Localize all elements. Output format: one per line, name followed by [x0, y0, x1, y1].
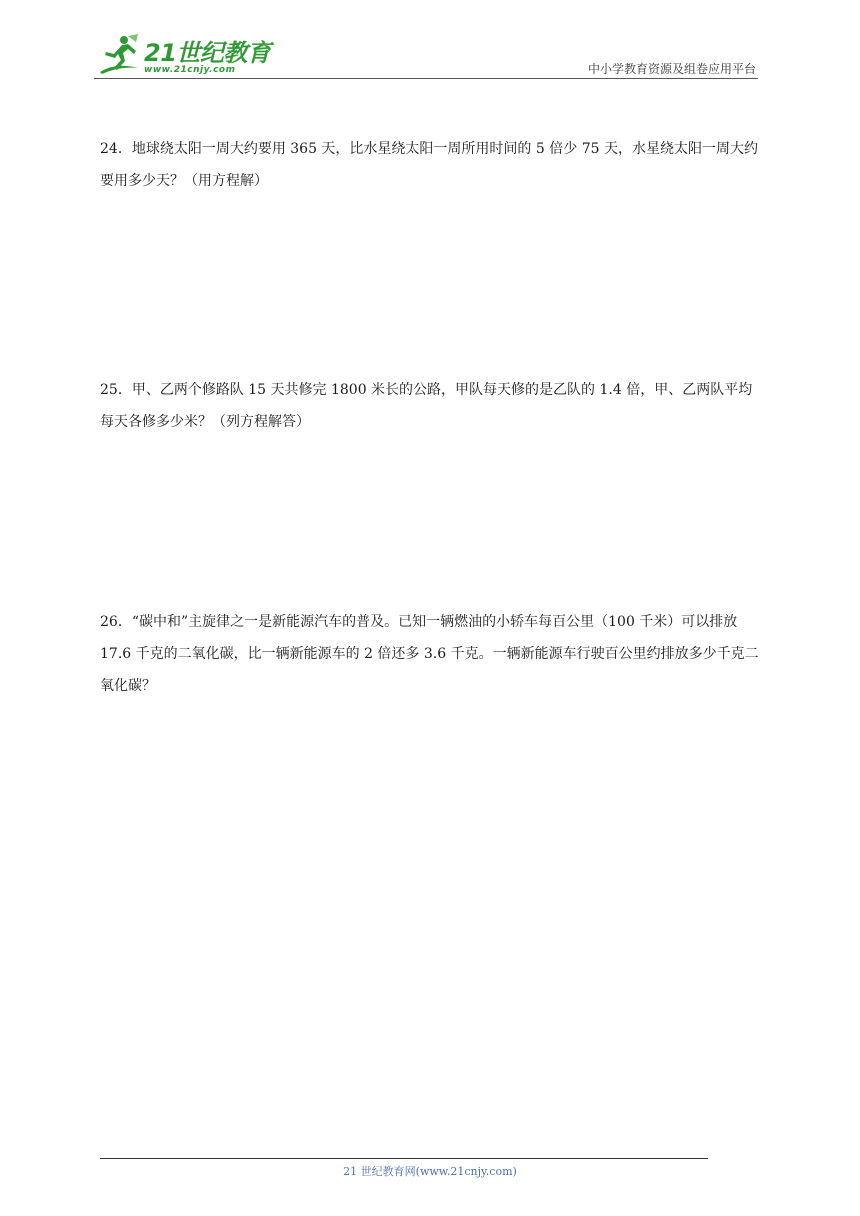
question-24: 24．地球绕太阳一周大约要用 365 天，比水星绕太阳一周所用时间的 5 倍少 75 天，水星绕太阳一周大约要用多少天？（用方程解）	[100, 141, 758, 189]
runner-logo-icon	[94, 32, 144, 78]
site-logo	[94, 32, 271, 78]
question-26: 26．“碳中和”主旋律之一是新能源汽车的普及。已知一辆燃油的小轿车每百公里（100 千米）可以排放 17.6 千克的二氧化碳，比一辆新能源车的 2 倍还多 3.6 千克。一辆新能源车行驶百公里约排放多少千克二氧化碳？	[100, 614, 759, 694]
logo-text: 21世纪教育	[144, 39, 271, 67]
platform-name: 中小学教育资源及组卷应用平台	[587, 62, 756, 76]
logo-url: www.21cnjy.com	[144, 65, 236, 75]
page-header	[94, 32, 756, 78]
footer-divider	[100, 1158, 708, 1159]
page-footer: 21 世纪教育网(www.21cnjy.com)	[343, 1165, 517, 1178]
question-25: 25．甲、乙两个修路队 15 天共修完 1800 米长的公路，甲队每天修的是乙队的 1.4 倍，甲、乙两队平均每天各修多少米？（列方程解答）	[100, 382, 753, 430]
header-divider	[94, 78, 758, 79]
